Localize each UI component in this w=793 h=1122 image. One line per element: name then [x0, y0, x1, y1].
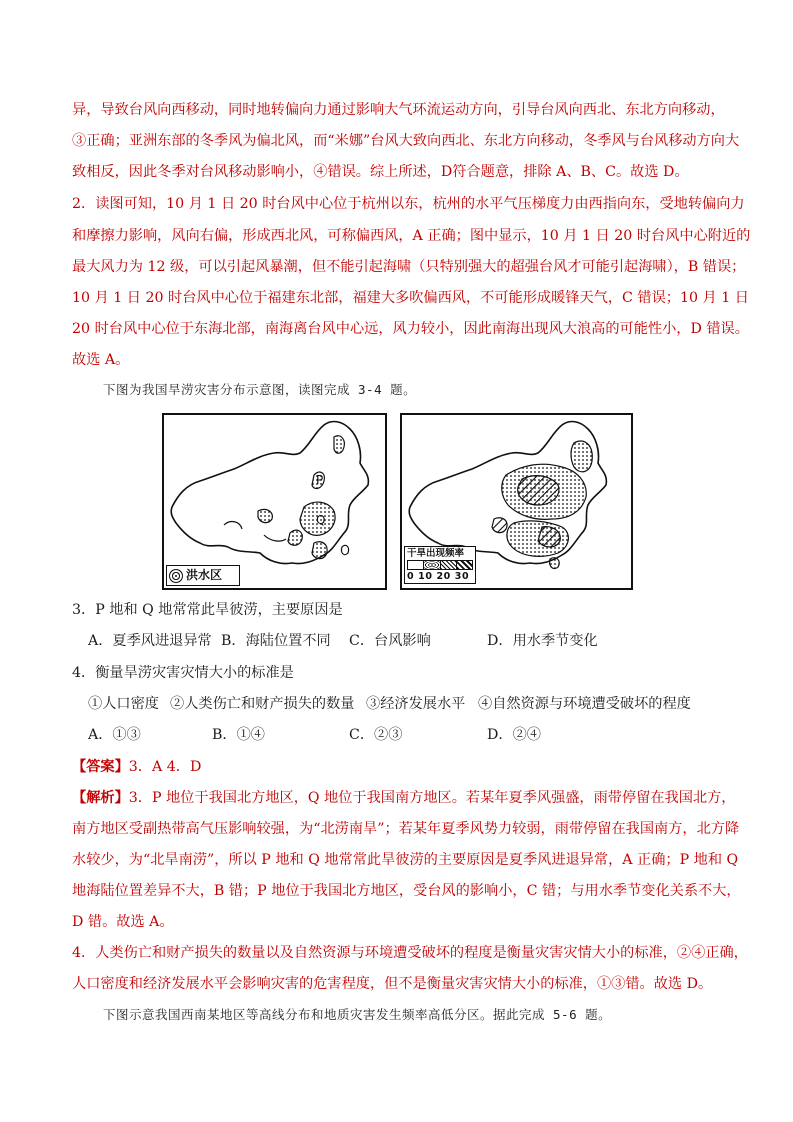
explanation-prev-line-1: 异，导致台风向西移动，同时地转偏向力通过影响大气环流运动方向，引导台风向西北、东北方向移动， [72, 102, 725, 118]
question-4-item-2: ②人类伤亡和财产损失的数量 [170, 696, 355, 712]
question-4-item-4: ④自然资源与环境遭受破坏的程度 [478, 696, 691, 712]
analysis-tag: 【解析】 [72, 790, 129, 806]
answer-text: 3．A 4．D [128, 759, 202, 775]
flood-map-outline [164, 415, 385, 588]
map-label-q: Q [316, 513, 326, 527]
question-3-option-a: A．夏季风进退异常 [88, 633, 212, 649]
explanation-q2-line-4: 10 月 1 日 20 时台风中心位于福建东北部，福建大多吹偏西风，不可能形成暖锋天气，C 错误；10 月 1 日 [72, 290, 749, 306]
answer-line [72, 757, 732, 777]
explanation-q2-line-1: 2．读图可知，10 月 1 日 20 时台风中心位于杭州以东，杭州的水平气压梯度力由西指向东，受地转偏向力 [72, 196, 745, 212]
drought-map [400, 413, 633, 590]
analysis-text-1: 3．P 地位于我国北方地区，Q 地位于我国南方地区。若某年夏季风强盛，雨带停留在我国北方， [128, 790, 736, 806]
answer-tag: 【答案】 [72, 759, 129, 775]
analysis-line-3: 水较少，为“北旱南涝”，所以 P 地和 Q 地常常此旱彼涝的主要原因是夏季风进退异常，A 正确；P 地和 Q [72, 852, 739, 868]
analysis-line-1 [72, 788, 736, 808]
analysis-line-7: 人口密度和经济发展水平会影响灾害的危害程度，但不是衡量灾害灾情大小的标准，①③错。故选 D。 [72, 976, 713, 992]
explanation-q2-line-3: 最大风力为 12 级，可以引起风暴潮，但不能引起海啸（只特别强大的超强台风才可能引起海啸），B 错误； [72, 259, 746, 275]
explanation-q2-line-5: 20 时台风中心位于东海北部，南海离台风中心远，风力较小，因此南海出现风大浪高的可能性小，D 错误。 [72, 321, 749, 337]
question-4-option-d: D．②④ [487, 727, 541, 743]
explanation-prev-line-3: 致相反，因此冬季对台风移动影响小，④错误。综上所述，D符合题意，排除 A、B、C。故选 D。 [72, 164, 689, 180]
flood-legend [166, 565, 240, 586]
explanation-q2-line-6: 故选 A。 [72, 352, 130, 368]
analysis-line-6: 4．人类伤亡和财产损失的数量以及自然资源与环境遭受破坏的程度是衡量灾害灾情大小的标准，②④正确， [72, 945, 748, 961]
flood-legend-swatch [169, 569, 183, 583]
question-4-option-b: B．①④ [212, 727, 265, 743]
drought-legend-swatch-0 [408, 561, 424, 569]
explanation-q2-line-2: 和摩擦力影响，风向右偏，形成西北风，可称偏西风，A 正确；图中显示，10 月 1 日 20 时台风中心附近的 [72, 228, 751, 244]
drought-legend-title: 干旱出现频率 [407, 548, 465, 559]
question-3-option-d: D．用水季节变化 [487, 633, 598, 649]
analysis-line-4: 地海陆位置差异不大，B 错；P 地位于我国北方地区，受台风的影响小，C 错；与用水季节变化关系不大， [72, 883, 741, 899]
drought-legend-swatch-20 [441, 561, 457, 569]
analysis-line-5: D 错。故选 A。 [72, 914, 174, 930]
drought-legend-swatches [407, 560, 473, 570]
question-4-item-3: ③经济发展水平 [366, 696, 466, 712]
intro-questions-3-4: 下图为我国旱涝灾害分布示意图，读图完成 3-4 题。 [103, 382, 417, 397]
question-3-option-c: C．台风影响 [349, 633, 431, 649]
question-3-stem: 3．P 地和 Q 地常常此旱彼涝，主要原因是 [72, 602, 343, 618]
intro-questions-5-6: 下图示意我国西南某地区等高线分布和地质灾害发生频率高低分区。据此完成 5-6 题。 [103, 1007, 612, 1022]
question-4-option-a: A．①③ [88, 727, 141, 743]
drought-legend [404, 546, 476, 584]
question-4-option-c: C．②③ [349, 727, 403, 743]
analysis-line-2: 南方地区受副热带高气压影响较强，为“北涝南旱”；若某年夏季风势力较弱，雨带停留在我国南方，北方降 [72, 821, 740, 837]
map-label-p: P [316, 473, 324, 487]
drought-legend-swatch-10 [424, 561, 440, 569]
flood-legend-label: 洪水区 [186, 568, 223, 582]
explanation-prev-line-2: ③正确；亚洲东部的冬季风为偏北风，而“米娜”台风大致向西北、东北方向移动，冬季风与台风移动方向大 [72, 133, 740, 149]
flood-map [162, 413, 387, 590]
drought-legend-swatch-30 [457, 561, 472, 569]
drought-legend-scale: 0 10 20 30 [407, 571, 470, 582]
question-3-option-b: B．海陆位置不同 [221, 633, 331, 649]
question-4-item-1: ①人口密度 [88, 696, 159, 712]
question-4-stem: 4．衡量旱涝灾害灾情大小的标准是 [72, 665, 294, 681]
